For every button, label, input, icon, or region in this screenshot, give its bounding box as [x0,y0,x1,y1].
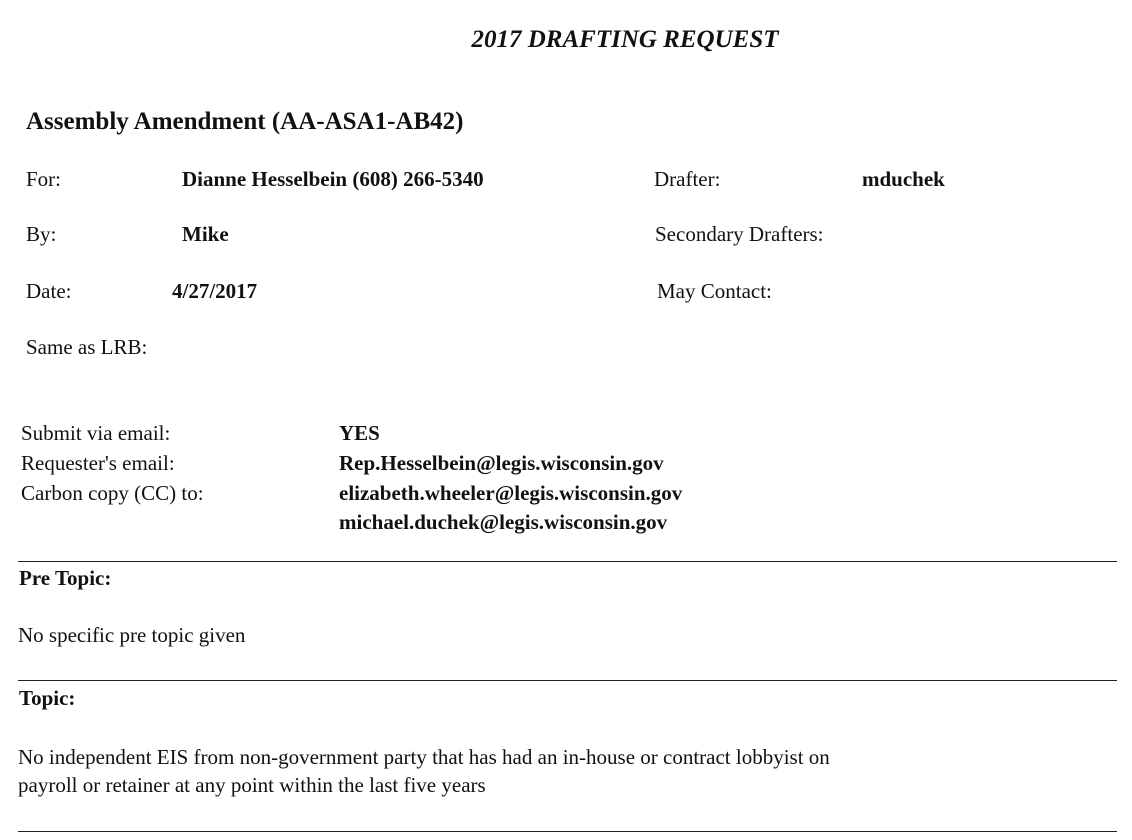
for-value: Dianne Hesselbein (608) 266-5340 [182,167,484,191]
for-label: For: [26,167,62,191]
by-label: By: [26,222,57,246]
submit-email-label: Submit via email: [21,421,171,445]
requester-email-value: Rep.Hesselbein@legis.wisconsin.gov [339,451,664,475]
drafter-label: Drafter: [654,167,721,191]
cc-email-value-2: michael.duchek@legis.wisconsin.gov [339,510,668,534]
topic-label: Topic: [19,686,76,710]
carbon-copy-label: Carbon copy (CC) to: [21,481,204,505]
same-as-lrb-label: Same as LRB: [26,335,148,359]
submit-email-value: YES [339,421,380,445]
cc-email-value-1: elizabeth.wheeler@legis.wisconsin.gov [339,481,683,505]
topic-text-line-1: No independent EIS from non-government party that has had an in-house or contract lobbyist on [18,745,830,769]
date-label: Date: [26,279,72,303]
date-value: 4/27/2017 [172,279,258,303]
document-title: 2017 DRAFTING REQUEST [471,26,779,53]
secondary-drafters-label: Secondary Drafters: [655,222,824,246]
divider-pre-topic [18,561,1117,562]
topic-text-line-2: payroll or retainer at any point within the last five years [18,773,486,797]
divider-topic [18,680,1117,681]
pre-topic-text: No specific pre topic given [18,623,246,647]
by-value: Mike [182,222,229,246]
pre-topic-label: Pre Topic: [19,566,112,590]
drafter-value: mduchek [862,167,945,191]
may-contact-label: May Contact: [657,279,772,303]
divider-bottom [18,831,1117,832]
amendment-heading: Assembly Amendment (AA-ASA1-AB42) [26,108,464,135]
requester-email-label: Requester's email: [21,451,175,475]
